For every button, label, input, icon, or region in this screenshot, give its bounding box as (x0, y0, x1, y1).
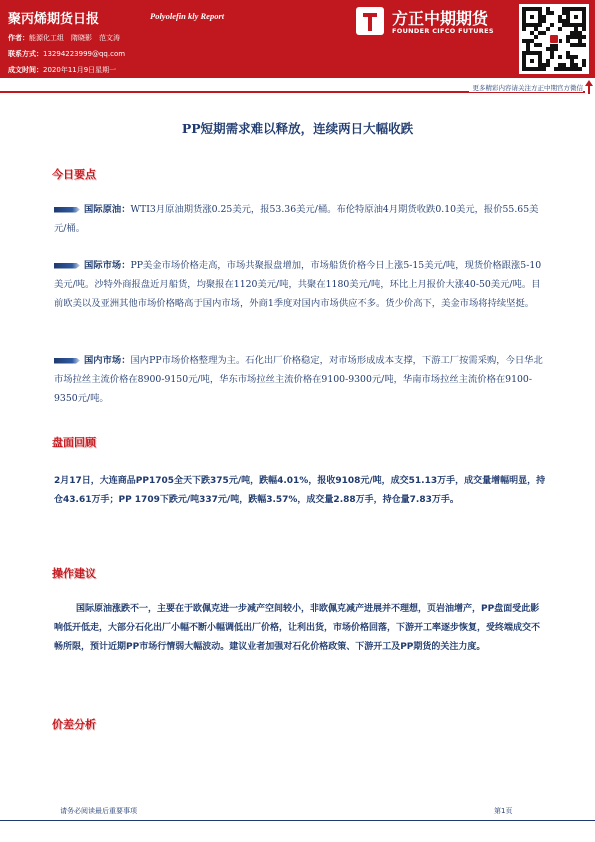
section-heading-advice: 操作建议 (52, 567, 96, 580)
page-number: 第1页 (494, 807, 513, 815)
paragraph-advice: 国际原油涨跌不一，主要在于欧佩克进一步减产空间较小，非欧佩克减产进展并不理想，页岩油增产，PP盘面受此影响低开低走，大部分石化出厂小幅不断小幅调低出厂价格，让利出货，市场价格回落，下游开工率逐步恢复，受终端成交不畅所限，预计近期PP市场行情弱大幅波动。建议业者加强对石化价格政策、下游开工及PP期货的关注力度。 (54, 604, 541, 652)
logo-name-cn: 方正中期期货 (392, 9, 489, 28)
follow-bar (0, 82, 595, 96)
logo-name-en: FOUNDER CIFCO FUTURES (392, 27, 494, 35)
follow-text: 更多精彩内容请关注方正中期官方微信 (469, 83, 584, 92)
paragraph-market-review: 2月17日，大连商品PP1705全天下跌375元/吨，跌幅4.01%，报收9108元/吨，成交51.13万手，成交量增幅明显，持仓43.61万手；PP 1709下跌元/吨337元/吨，跌幅3.57%，成交量2.88万手，持仓量7.83万手。 (54, 476, 546, 505)
text-intl-market: PP美金市场价格走高，市场共聚报盘增加，市场船货价格今日上涨5-15美元/吨，现货价格跟涨5-10美元/吨。沙特外商报盘近月船货，均聚报在1120美元/吨，共聚在1180美元/吨，环比上月报价大涨40-50美元/吨。目前欧美以及亚洲其他市场价格略高于国内市场，外商1季度对国内市场供应不多。货少价高下，美金市场将持续坚挺。 (54, 260, 542, 309)
contact-key: 联系方式： (8, 50, 43, 58)
contact-line (8, 49, 125, 59)
contact-value: 13294223999@qq.com (43, 50, 126, 58)
arrow-bullet-icon (54, 358, 80, 364)
author-value: 能源化工组 隋晓影 范文涛 (29, 34, 120, 42)
label-intl-market: 国际市场： (84, 260, 131, 271)
paragraph-crude-oil (54, 200, 546, 238)
paragraph-domestic-market (54, 351, 546, 408)
text-domestic-market: 国内PP市场价格整理为主。石化出厂价格稳定，对市场形成成本支撑，下游工厂按需采购，今日华北市场拉丝主流价格在8900-9150元/吨，华东市场拉丝主流价格在9100-9300元/吨，华南市场拉丝主流价格在9100-9350元/吨。 (54, 355, 543, 404)
time-value: 2020年11月9日星期一 (43, 66, 117, 74)
text-crude-oil: WTI3月原油期货涨0.25美元，报53.36美元/桶。布伦特原油4月期货收跌0.10美元，报价55.65美元/桶。 (54, 204, 539, 234)
time-key: 成文时间： (8, 66, 43, 74)
footer-disclaimer: 请务必阅读最后重要事项 (60, 807, 137, 815)
qr-center-logo-icon (549, 34, 559, 44)
label-domestic-market: 国内市场： (84, 355, 131, 366)
arrow-up-icon (585, 80, 593, 94)
company-logo (350, 4, 515, 42)
arrow-bullet-icon (54, 263, 80, 269)
section-heading-price-spread: 价差分析 (52, 718, 96, 731)
paragraph-intl-market (54, 256, 546, 313)
time-line (8, 65, 116, 75)
label-crude-oil: 国际原油： (84, 204, 131, 215)
author-key: 作者： (8, 34, 29, 42)
author-line (8, 33, 120, 43)
section-heading-today: 今日要点 (52, 168, 96, 181)
report-title-en: Polyolefin kly Report (150, 11, 225, 21)
section-heading-market-review: 盘面回顾 (52, 436, 96, 449)
report-title: 聚丙烯期货日报 (8, 12, 100, 27)
footer-divider (0, 820, 595, 821)
page-title: PP短期需求难以释放，连续两日大幅收跌 (181, 121, 414, 136)
qr-code-icon (519, 4, 589, 74)
arrow-bullet-icon (54, 207, 80, 213)
report-header (0, 0, 595, 78)
logo-mark-icon (356, 7, 384, 35)
